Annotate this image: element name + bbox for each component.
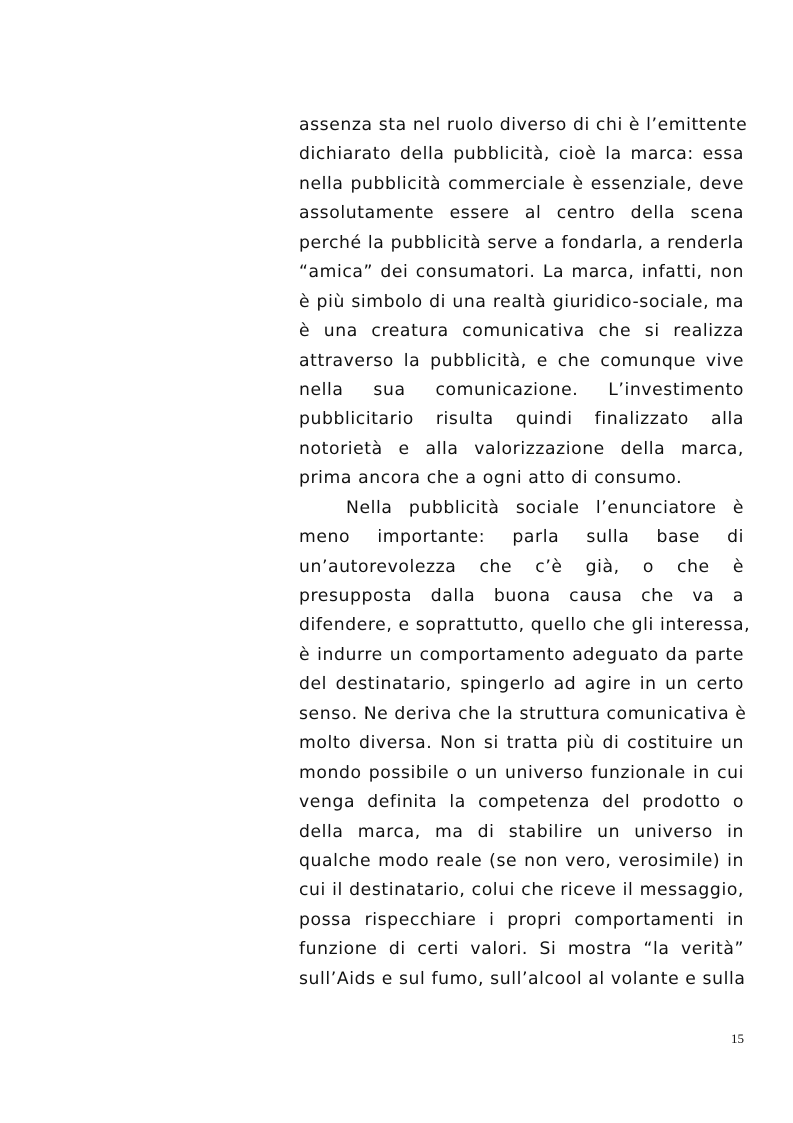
text-line: Nella pubblicità sociale l’enunciatore è [346, 497, 744, 518]
text-line: funzione di certi valori. Si mostra “la verità” [299, 939, 744, 960]
text-line: notorietà e alla valorizzazione della marca, [299, 438, 744, 459]
text-line: assenza sta nel ruolo diverso di chi è l’emittente [299, 115, 748, 135]
text-line: assolutamente essere al centro della scena [299, 203, 744, 224]
text-line: meno importante: parla sulla base di [299, 527, 744, 548]
text-line: è più simbolo di una realtà giuridico-sociale, ma [299, 291, 744, 312]
page-number: 15 [731, 1031, 744, 1046]
text-line: pubblicitario risulta quindi finalizzato alla [299, 409, 744, 430]
text-line: dichiarato della pubblicità, cioè la marca: essa [299, 144, 744, 165]
text-line: venga definita la competenza del prodotto o [299, 792, 744, 813]
text-line: nella pubblicità commerciale è essenziale, deve [299, 173, 744, 194]
text-line: un’autorevolezza che c’è già, o che è [299, 556, 744, 577]
text-line: prima ancora che a ogni atto di consumo. [299, 468, 683, 489]
text-line: sull’Aids e sul fumo, sull’alcool al volante e sulla [299, 968, 746, 989]
text-line: possa rispecchiare i propri comportamenti in [299, 909, 744, 930]
text-line: molto diversa. Non si tratta più di costituire un [299, 733, 744, 754]
text-line: presupposta dalla buona causa che va a [299, 586, 744, 606]
text-line: è indurre un comportamento adeguato da parte [299, 644, 744, 665]
text-line: cui il destinatario, colui che riceve il messaggio, [299, 880, 744, 901]
text-line: del destinatario, spingerlo ad agire in un certo [299, 674, 744, 695]
text-line: è una creatura comunicativa che si realizza [299, 321, 744, 342]
text-line: attraverso la pubblicità, e che comunque vive [299, 350, 744, 371]
text-line: “amica” dei consumatori. La marca, infatti, non [299, 262, 744, 283]
text-line: perché la pubblicità serve a fondarla, a renderla [299, 232, 744, 253]
text-line: nella sua comunicazione. L’investimento [299, 379, 744, 400]
text-line: qualche modo reale (se non vero, verosimile) in [299, 850, 744, 871]
text-line: senso. Ne deriva che la struttura comunicativa è [299, 703, 747, 724]
text-line: mondo possibile o un universo funzionale in cui [299, 762, 744, 783]
text-line: della marca, ma di stabilire un universo in [299, 821, 744, 842]
text-line: difendere, e soprattutto, quello che gli interessa, [299, 615, 751, 636]
body-text [299, 111, 751, 994]
